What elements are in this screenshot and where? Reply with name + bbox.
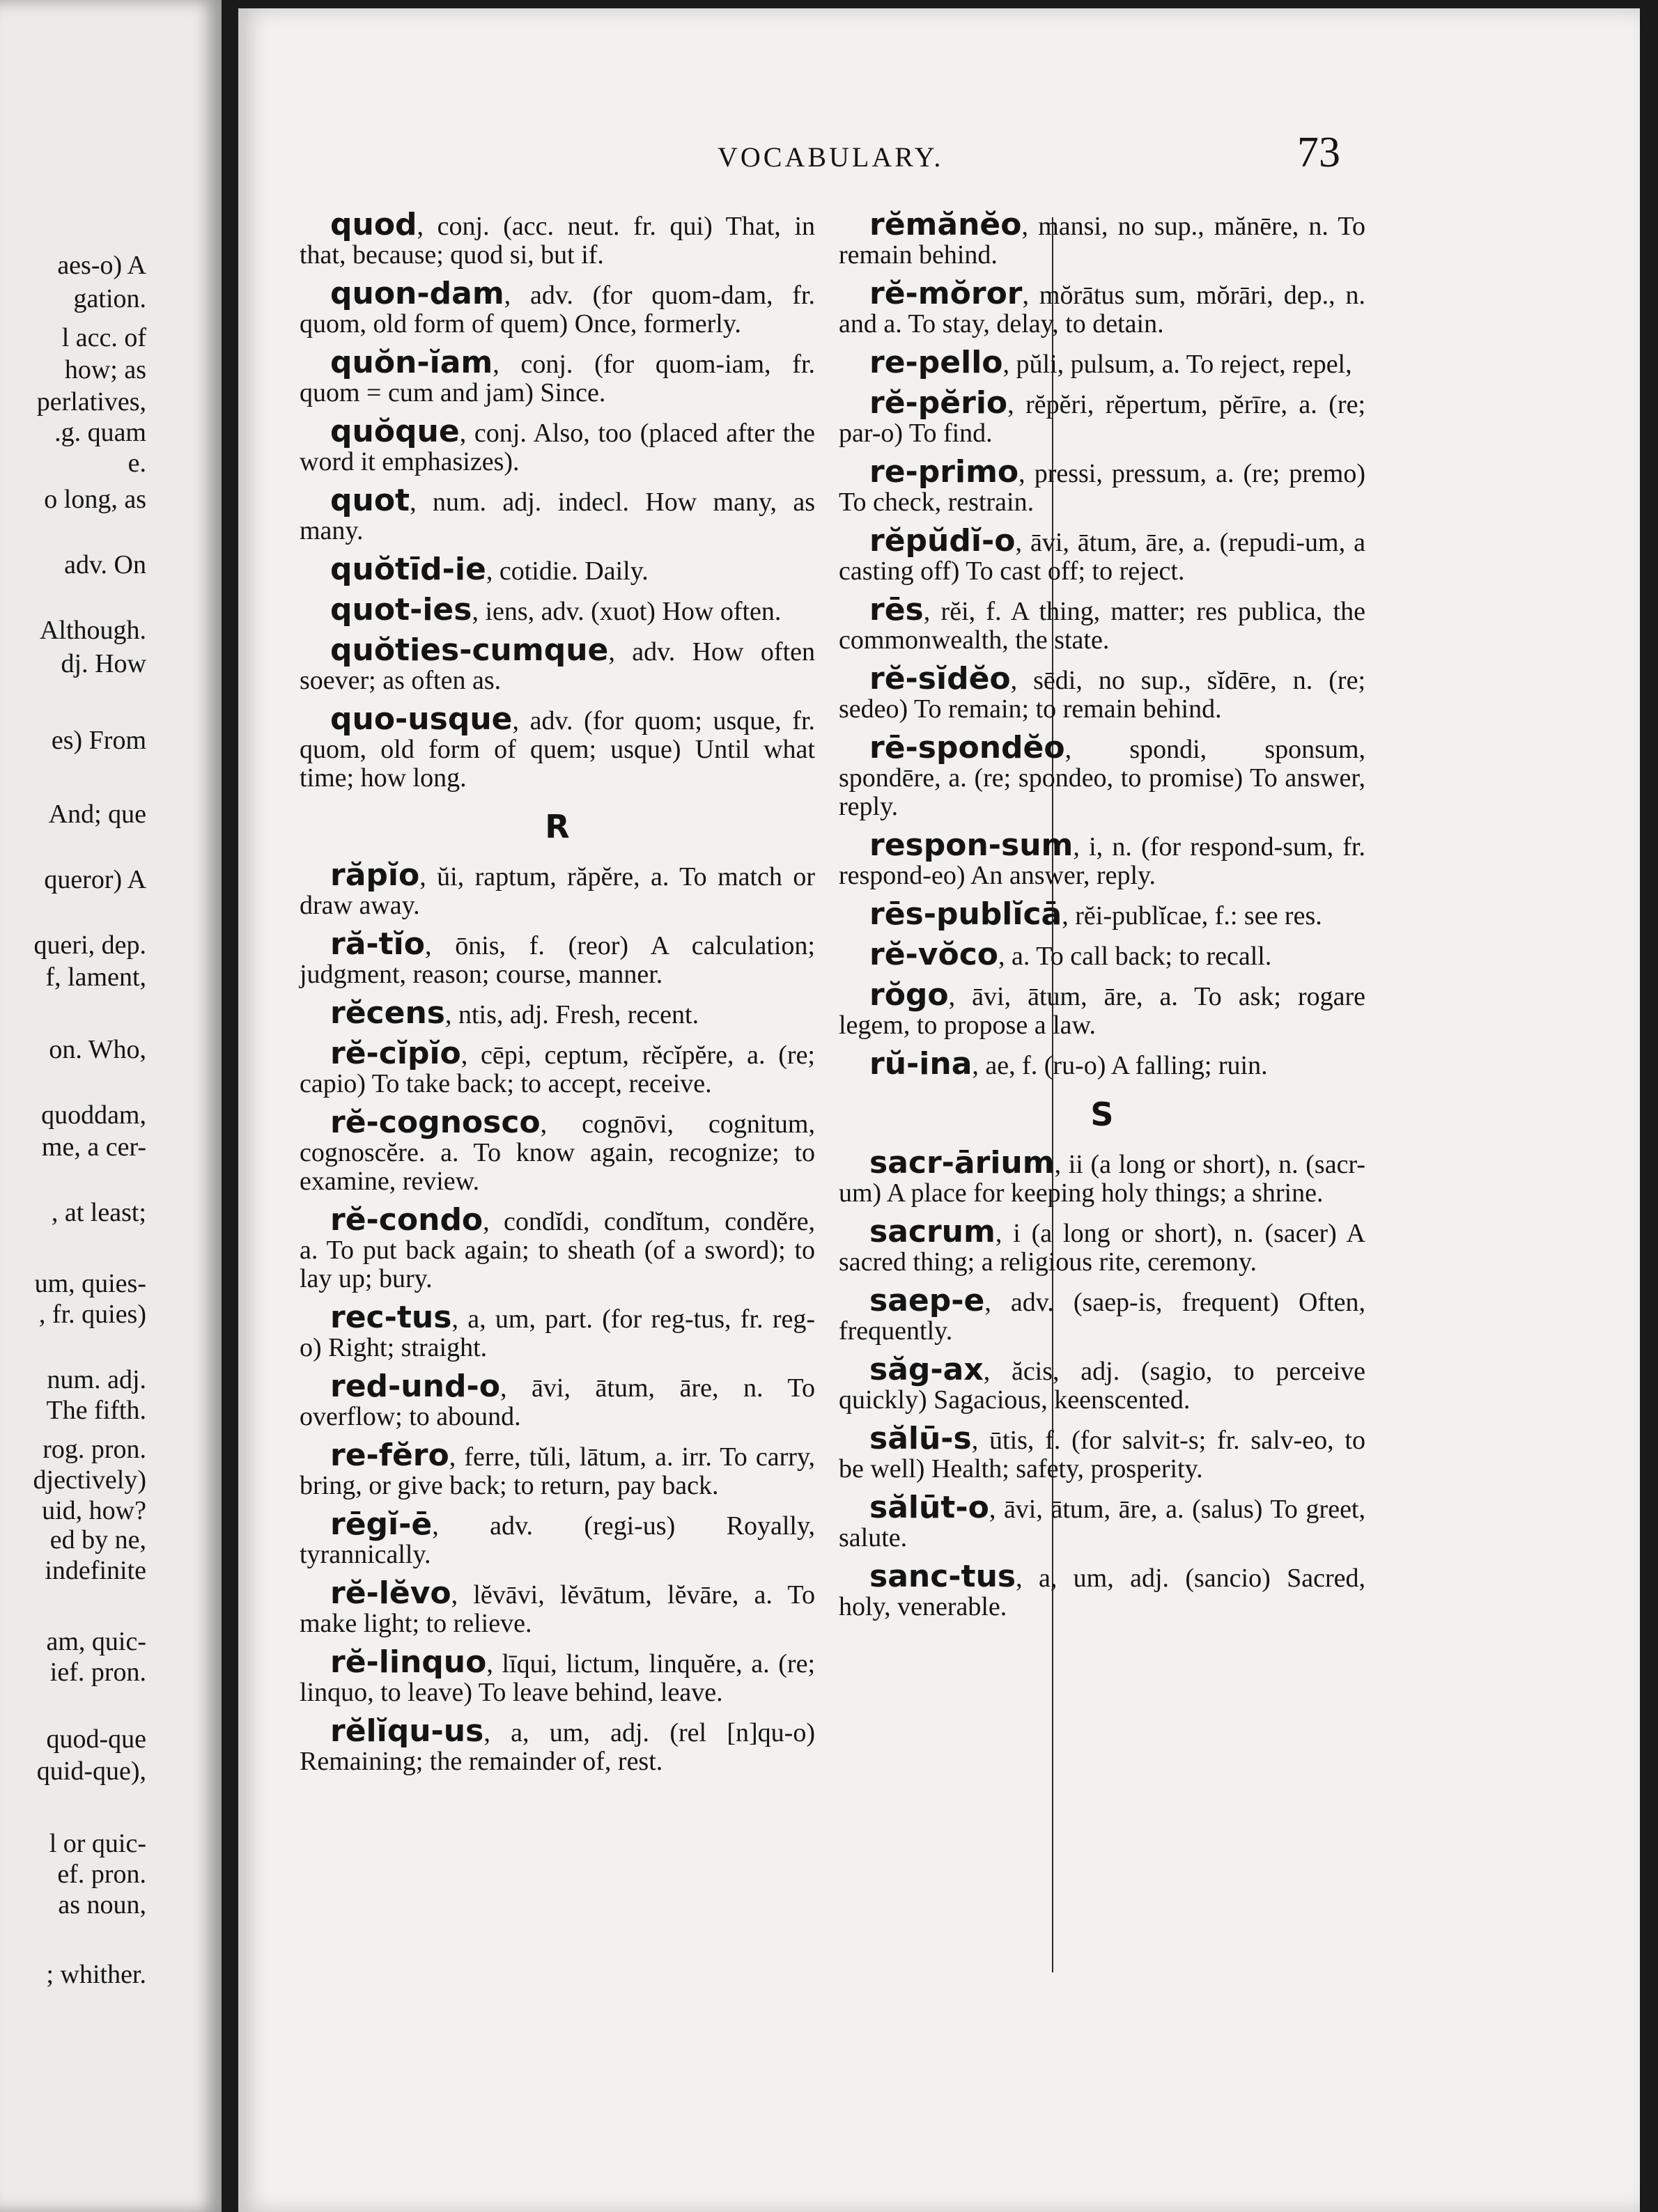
definition: , lĕvāvi, lĕvātum, lĕvāre, a. To make light; to relieve. [300,1580,815,1638]
left-page-fragment: ief. pron. [49,1658,146,1687]
definition: , ŭi, raptum, răpĕre, a. To match or draw away. [300,862,815,920]
headword: quot [330,483,410,518]
left-page-fragment: queror) A [44,865,146,894]
definition: , spondi, sponsum, spondēre, a. (re; spondeo, to promise) To answer, reply. [839,735,1365,821]
definition: , āvi, ātum, āre, n. To overflow; to abound. [300,1373,815,1431]
left-page-fragment: ; whither. [46,1960,146,1989]
left-page-fragment: ed by ne, [49,1525,146,1555]
vocab-entry [300,857,815,920]
left-page-fragment: um, quies- [34,1269,146,1298]
definition: , conj. (acc. neut. fr. qui) That, in that, because; quod si, but if. [300,212,815,270]
running-head: VOCABULARY. [718,141,944,173]
headword: sacrum [869,1214,995,1249]
headword: rĕ-linquo [330,1644,487,1680]
vocab-entry [839,1283,1365,1346]
headword: quod [330,207,417,242]
left-page-fragment: num. adj. [47,1365,146,1394]
left-page-fragment: am, quic- [46,1627,146,1656]
left-page-fragment: .g. quam [54,418,146,447]
headword: rĕmănĕo [869,207,1022,242]
definition: , ōnis, f. (reor) A calculation; judgment, reason; course, manner. [300,931,815,989]
vocab-entry [300,276,815,338]
definition: , condĭdi, condĭtum, condĕre, a. To put back again; to sheath (of a sword); to lay up; bury. [300,1207,815,1293]
left-page-fragment: es) From [51,726,146,755]
headword: răpĭo [330,857,420,893]
definition: , conj. Also, too (placed after the word it emphasizes). [300,419,815,476]
left-page-fragment: , fr. quies) [38,1300,146,1329]
vocab-entry [300,1105,815,1196]
definition: , ferre, tŭli, lātum, a. irr. To carry, bring, or give back; to return, pay back. [300,1442,815,1500]
left-page-fragment: how; as [64,355,146,384]
definition: , pressi, pressum, a. (re; premo) To check, restrain. [839,459,1365,517]
vocab-entry [300,995,815,1031]
left-page-fragment: as noun, [58,1890,146,1919]
definition: , a. To call back; to recall. [998,942,1272,971]
headword: rē-spondĕo [869,730,1065,765]
vocab-entry [300,552,815,587]
headword: sacr-ārium [869,1145,1055,1181]
definition: , cognōvi, cognitum, cognoscĕre. a. To know again, recognize; to examine, review. [300,1109,815,1196]
definition: , mŏrātus sum, mŏrāri, dep., n. and a. To stay, delay, to detain. [839,281,1365,338]
left-page-fragment: aes-o) A [57,251,146,280]
headword: quon-dam [330,276,504,311]
headword: quŏn-ĭam [330,345,493,380]
vocab-entry [300,414,815,476]
vocab-entry [839,276,1365,338]
vocab-entry [300,207,815,270]
vocab-entry [839,937,1365,972]
definition: , āvi, ātum, āre, a. (repudi-um, a casting off) To cast off; to reject. [839,528,1365,586]
vocab-entry [300,1036,815,1098]
vocab-entry [300,1575,815,1638]
headword: rĕcens [330,995,445,1031]
vocab-entry [839,1490,1365,1552]
right-column [839,207,1365,1631]
definition: , rĕi, f. A thing, matter; res publica, the commonwealth, the state. [839,597,1365,655]
vocab-entry [300,1438,815,1500]
vocab-entry [300,592,815,628]
headword: săg-ax [869,1352,984,1387]
definition: , sēdi, no sup., sĭdēre, n. (re; sedeo) To remain; to remain behind. [839,666,1365,724]
left-page-fragment: rog. pron. [42,1435,146,1464]
vocab-entry [300,701,815,793]
definition: , rĕpĕri, rĕpertum, pĕrīre, a. (re; par-o) To find. [839,390,1365,448]
definition: , pŭli, pulsum, a. To reject, repel, [1002,350,1352,379]
vocab-entry [839,592,1365,655]
left-page-fragment: ef. pron. [57,1860,146,1889]
definition: , iens, adv. (xuot) How often. [472,597,782,626]
vocab-entry [839,345,1365,380]
left-page-fragment: , at least; [51,1198,146,1227]
left-page-fragment: dj. How [61,649,146,678]
definition: , cēpi, ceptum, rĕcĭpĕre, a. (re; capio) To take back; to accept, receive. [300,1041,815,1098]
headword: rŏgo [869,977,949,1013]
left-page-fragment: l acc. of [61,323,146,352]
vocab-entry [300,483,815,545]
headword: rĕ-condo [330,1202,483,1238]
headword: rēgĭ-ē [330,1506,433,1542]
vocab-entry [839,730,1365,821]
left-page-fragment: indefinite [45,1556,146,1585]
left-page-fragment: f, lament, [45,963,146,992]
headword: sălūt-o [869,1490,989,1525]
vocab-entry [839,977,1365,1040]
definition: , a, um, part. (for reg-tus, fr. reg-o) Right; straight. [300,1304,815,1362]
vocab-entry [300,1369,815,1431]
definition: , adv. (for quom; usque, fr. quom, old form of quem; usque) Until what time; how long. [300,706,815,793]
left-page-fragment: adv. On [64,550,146,579]
definition: , conj. (for quom-iam, fr. quom = cum and jam) Since. [300,350,815,407]
vocab-entry [300,1202,815,1293]
definition: , adv. (for quom-dam, fr. quom, old form of quem) Once, formerly. [300,281,815,338]
headword: rēs [869,592,924,628]
headword: re-fĕro [330,1438,449,1473]
headword: rĕ-mŏror [869,276,1023,311]
definition: , a, um, adj. (sancio) Sacred, holy, venerable. [839,1564,1365,1621]
headword: rĕ-sĭdĕo [869,661,1011,696]
left-page-fragment: perlatives, [36,387,146,416]
left-page-fragment: Although. [39,616,146,645]
vocab-entry [839,827,1365,890]
headword: sanc-tus [869,1559,1016,1594]
definition: , līqui, lictum, linquĕre, a. (re; linquo, to leave) To leave behind, leave. [300,1649,815,1707]
left-page-fragment: quid-que), [36,1757,146,1786]
vocab-entry [300,1300,815,1362]
definition: , cotidie. Daily. [486,556,649,586]
headword: rŭ-ina [869,1046,973,1082]
left-page-fragment: l or quic- [49,1829,146,1858]
left-page-fragment: quoddam, [41,1100,146,1130]
left-page-text-fragments [0,0,209,2212]
headword: ră-tĭo [330,926,425,962]
page-number: 73 [1297,129,1340,176]
definition: , ae, f. (ru-o) A falling; ruin. [972,1051,1268,1080]
definition: , rĕi-publĭcae, f.: see res. [1062,901,1322,930]
headword: rĕ-cognosco [330,1105,541,1140]
definition: , ăcis, adj. (sagio, to perceive quickly) Sagacious, keenscented. [839,1357,1365,1415]
headword: red-und-o [330,1369,500,1404]
definition: , adv. (regi-us) Royally, tyrannically. [300,1511,815,1569]
vocab-entry [300,1506,815,1569]
definition: , a, um, adj. (rel [n]qu-o) Remaining; the remainder of, rest. [300,1718,815,1776]
left-page-fragment: djectively) [33,1465,146,1495]
vocab-entry [839,454,1365,517]
vocab-entry [839,523,1365,586]
left-page-fragment: me, a cer- [41,1132,146,1162]
headword: rec-tus [330,1300,452,1335]
vocab-entry [839,207,1365,270]
vocab-entry [300,926,815,989]
vocab-entry [839,385,1365,448]
vocab-entry [839,1421,1365,1483]
section-letter: R [545,808,570,846]
left-page-fragment: And; que [48,800,146,829]
definition: , āvi, ātum, āre, a. To ask; rogare legem, to propose a law. [839,982,1365,1040]
vocab-entry [839,1214,1365,1277]
definition: , ntis, adj. Fresh, recent. [444,1000,699,1029]
definition: , ii (a long or short), n. (sacr-um) A place for keeping holy things; a shrine. [839,1150,1365,1208]
vocab-entry [839,1145,1365,1208]
left-page-fragment: on. Who, [49,1035,146,1064]
left-page-fragment: gation. [73,284,146,313]
headword: sălū-s [869,1421,972,1456]
dictionary-page [238,8,1640,2212]
vocab-entry [300,632,815,695]
headword: rĕ-pĕrio [869,385,1008,421]
left-page-fragment: queri, dep. [33,930,146,960]
headword: rĕ-lĕvo [330,1575,451,1611]
headword: re-primo [869,454,1019,490]
headword: quŏque [330,414,460,449]
vocab-entry [300,1713,815,1776]
left-page-fragment: e. [127,449,146,478]
left-column [300,207,815,1786]
vocab-entry [300,1644,815,1707]
vocab-entry [839,1046,1365,1082]
vocab-entry [839,661,1365,724]
left-page-fragment: The fifth. [46,1396,146,1425]
section-letter: S [1090,1096,1114,1133]
left-page-fragment: quod-que [46,1724,146,1754]
definition: , i, n. (for respond-sum, fr. respond-eo) An answer, reply. [839,832,1365,890]
definition: , mansi, no sup., mănēre, n. To remain behind. [839,212,1365,270]
vocab-entry [839,896,1365,932]
definition: , adv. (saep-is, frequent) Often, frequently. [839,1288,1365,1346]
headword: saep-e [869,1283,985,1318]
definition: , num. adj. indecl. How many, as many. [300,488,815,545]
vocab-entry [839,1352,1365,1415]
headword: respon-sum [869,827,1074,863]
definition: , i (a long or short), n. (sacer) A sacred thing; a religious rite, ceremony. [839,1219,1365,1277]
headword: re-pello [869,345,1003,380]
headword: quŏtīd-ie [330,552,486,587]
headword: rĕ-vŏco [869,937,999,972]
left-page-fragment: uid, how? [42,1496,146,1525]
headword: rĕlĭqu-us [330,1713,484,1749]
headword: rĕ-cĭpĭo [330,1036,461,1071]
headword: quot-ies [330,592,472,628]
headword: rēs-publĭcā [869,896,1062,932]
definition: , ūtis, f. (for salvit-s; fr. salv-eo, to be well) Health; safety, prosperity. [839,1426,1365,1483]
vocab-entry [300,345,815,407]
headword: rĕpŭdĭ-o [869,523,1016,559]
left-page-fragment: o long, as [44,485,146,514]
headword: quo-usque [330,701,513,737]
definition: , adv. How often soever; as often as. [300,637,815,695]
left-page-edge [0,0,222,2212]
vocab-entry [839,1559,1365,1621]
definition: , āvi, ātum, āre, a. (salus) To greet, salute. [839,1495,1365,1552]
headword: quŏties-cumque [330,632,609,668]
